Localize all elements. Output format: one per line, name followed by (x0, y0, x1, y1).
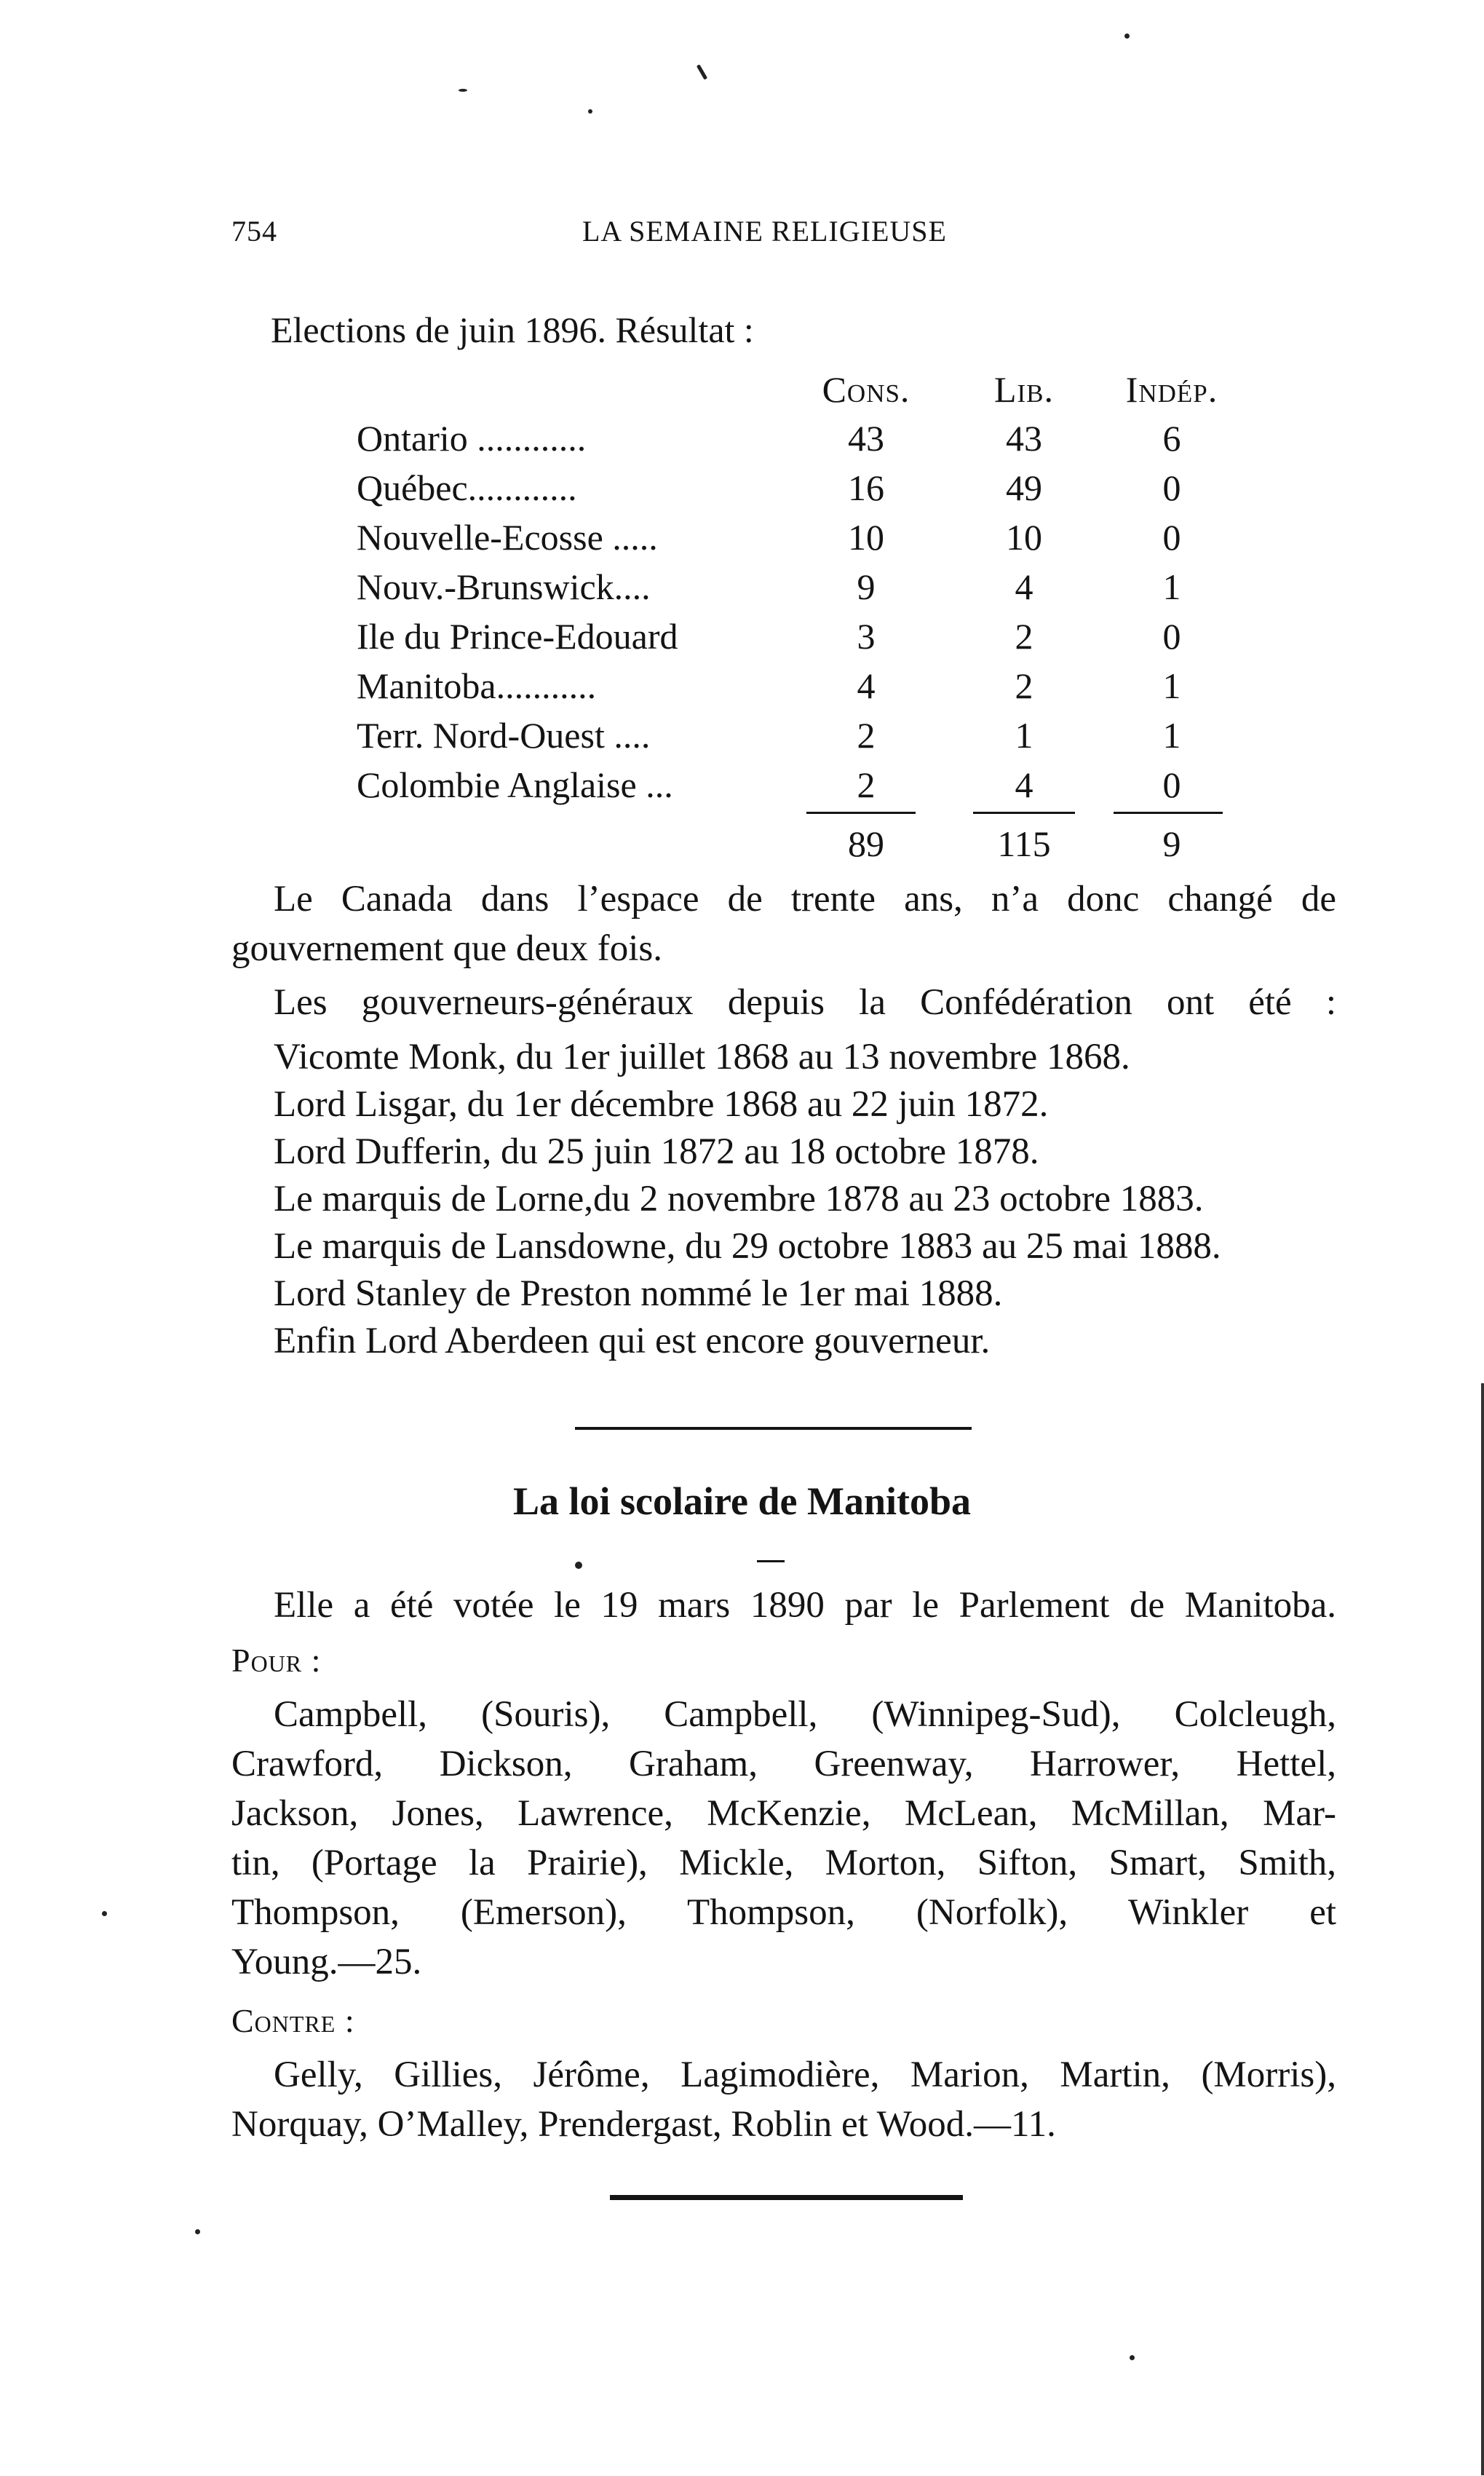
section-title: La loi scolaire de Manitoba (513, 1479, 971, 1523)
scan-speck (1130, 2355, 1135, 2360)
list-item: tin, (Portage la Prairie), Mickle, Morton, Sifton, Smart, Smith, (231, 1843, 1336, 1883)
scan-speck (588, 109, 592, 114)
scan-speck (697, 64, 707, 80)
list-item: Lord Lisgar, du 1er décembre 1868 au 22 juin 1872. (274, 1084, 1049, 1125)
province-label: Québec............ (357, 467, 577, 508)
list-item: Lord Dufferin, du 25 juin 1872 au 18 octobre 1878. (274, 1131, 1039, 1172)
page-edge-shadow (1481, 1383, 1484, 2475)
paragraph-line: gouvernement que deux fois. (231, 928, 663, 969)
column-header-indep: Indép. (1125, 369, 1218, 410)
lib-value: 2 (1015, 665, 1033, 706)
cons-value: 4 (857, 665, 876, 706)
cons-value: 2 (857, 764, 876, 805)
vote-line: Elle a été votée le 19 mars 1890 par le Parlement de Manitoba. (274, 1585, 1336, 1626)
indep-value: 6 (1162, 418, 1181, 459)
scan-speck (1124, 33, 1130, 39)
scan-speck (102, 1911, 107, 1916)
scan-speck (459, 89, 467, 92)
cons-value: 3 (857, 616, 876, 657)
indep-value: 0 (1162, 616, 1181, 657)
total-indep: 9 (1162, 823, 1181, 864)
province-label: Colombie Anglaise ... (357, 764, 673, 805)
lib-value: 4 (1015, 566, 1033, 607)
closing-divider (610, 2195, 963, 2200)
paragraph-line: Le Canada dans l’espace de trente ans, n’a donc changé de (274, 879, 1336, 919)
cons-value: 2 (857, 715, 876, 756)
list-item: Norquay, O’Malley, Prendergast, Roblin et Wood.—11. (231, 2104, 1056, 2145)
indep-value: 0 (1162, 764, 1181, 805)
column-header-lib: Lib. (993, 369, 1055, 410)
sum-rule-lib (973, 812, 1075, 814)
list-item: Enfin Lord Aberdeen qui est encore gouverneur. (274, 1321, 991, 1361)
province-label: Nouv.-Brunswick.... (357, 566, 651, 607)
governors-intro: Les gouverneurs-généraux depuis la Confédération ont été : (274, 982, 1336, 1023)
list-item: Thompson, (Emerson), Thompson, (Norfolk), Winkler et (231, 1892, 1336, 1933)
column-header-cons: Cons. (822, 369, 910, 410)
indep-value: 1 (1162, 566, 1181, 607)
sum-rule-indep (1114, 812, 1223, 814)
cons-value: 43 (848, 418, 884, 459)
list-item: Crawford, Dickson, Graham, Greenway, Harrower, Hettel, (231, 1744, 1336, 1784)
list-item: Jackson, Jones, Lawrence, McKenzie, McLean, McMillan, Mar- (231, 1793, 1336, 1834)
province-label: Manitoba........... (357, 665, 597, 706)
list-item: Le marquis de Lansdowne, du 29 octobre 1883 au 25 mai 1888. (274, 1226, 1221, 1267)
province-label: Nouvelle-Ecosse ..... (357, 517, 658, 558)
province-label: Ile du Prince-Edouard (357, 616, 678, 657)
running-title: LA SEMAINE RELIGIEUSE (582, 215, 947, 248)
contre-label: Contre : (231, 2002, 355, 2039)
list-item: Lord Stanley de Preston nommé le 1er mai 1888. (274, 1273, 1003, 1314)
lib-value: 4 (1015, 764, 1033, 805)
list-item: Young.—25. (231, 1942, 422, 1982)
cons-value: 9 (857, 566, 876, 607)
lib-value: 1 (1015, 715, 1033, 756)
section-divider (575, 1427, 972, 1430)
indep-value: 1 (1162, 665, 1181, 706)
indep-value: 1 (1162, 715, 1181, 756)
cons-value: 10 (848, 517, 884, 558)
list-item: Campbell, (Souris), Campbell, (Winnipeg-Sud), Colcleugh, (274, 1694, 1336, 1735)
lib-value: 43 (1006, 418, 1042, 459)
lib-value: 10 (1006, 517, 1042, 558)
indep-value: 0 (1162, 517, 1181, 558)
scan-speck (195, 2229, 200, 2234)
total-lib: 115 (997, 823, 1051, 864)
province-label: Terr. Nord-Ouest .... (357, 715, 651, 756)
scan-speck (575, 1562, 582, 1569)
lib-value: 2 (1015, 616, 1033, 657)
province-label: Ontario ............ (357, 418, 587, 459)
list-item: Vicomte Monk, du 1er juillet 1868 au 13 novembre 1868. (274, 1037, 1130, 1077)
list-item: Le marquis de Lorne,du 2 novembre 1878 au 23 octobre 1883. (274, 1179, 1204, 1219)
pour-label: Pour : (231, 1642, 322, 1679)
list-item: Gelly, Gillies, Jérôme, Lagimodière, Marion, Martin, (Morris), (274, 2054, 1336, 2095)
sum-rule-cons (806, 812, 916, 814)
lib-value: 49 (1006, 467, 1042, 508)
total-cons: 89 (848, 823, 884, 864)
page-number: 754 (231, 215, 277, 248)
indep-value: 0 (1162, 467, 1181, 508)
elections-heading: Elections de juin 1896. Résultat : (271, 309, 754, 350)
title-dash (757, 1560, 785, 1562)
cons-value: 16 (848, 467, 884, 508)
